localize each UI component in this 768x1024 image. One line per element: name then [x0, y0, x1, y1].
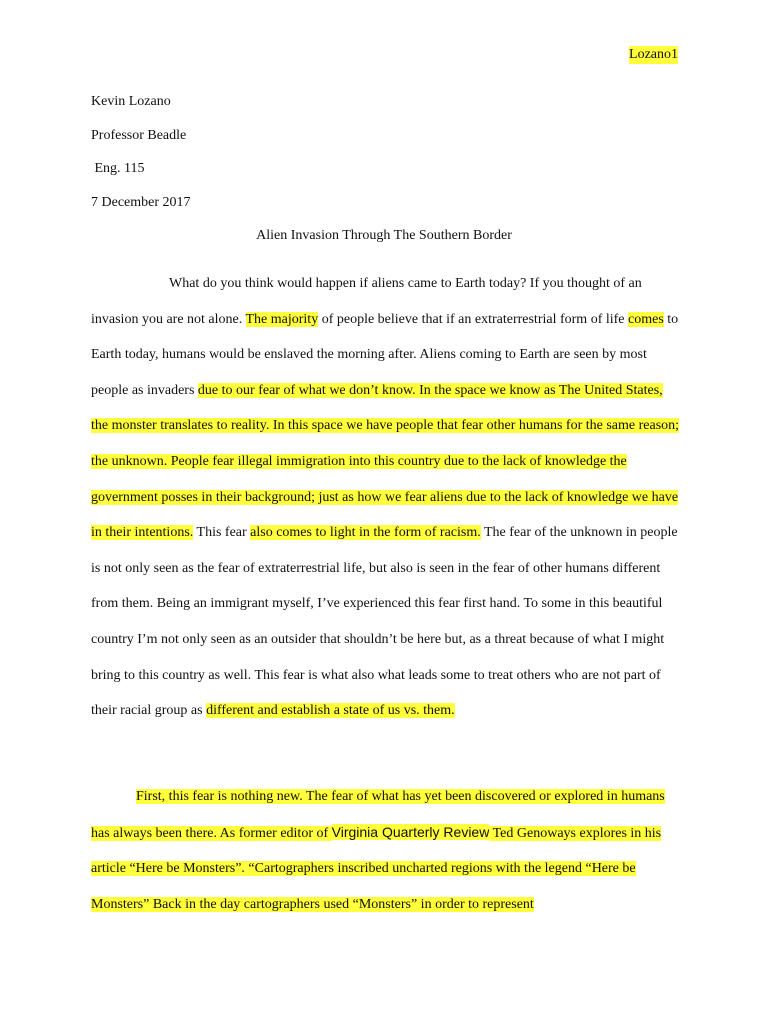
- journal-name: Virginia Quarterly Review: [331, 823, 490, 840]
- text-segment: The fear of the unknown in people is not only seen as the fear of extraterrestrial life, but also is seen in the fear of other humans different from them. Being an immigrant myself, I’ve experienced this fear first hand. To some in this beautiful country I’m not only seen as an outsider that shouldn’t be here but, as a threat because of what I might bring to this country as well. This fear is what also what leads some to treat others who are not part of their racial group as: [91, 525, 678, 719]
- text-segment: This fear: [193, 525, 251, 541]
- page-header-label: Lozano1: [629, 47, 678, 62]
- text-segment: to Earth today, humans would be enslaved the morning after. Aliens coming to Earth are seen by most people as invaders: [91, 311, 679, 398]
- course-name: Eng. 115: [91, 161, 145, 176]
- highlighted-text: different and establish a state of us vs. them.: [206, 703, 455, 719]
- highlighted-text: First, this fear is nothing new. The fear of what has yet been discovered or explored in humans has always been there. As former editor of: [91, 789, 665, 841]
- highlighted-text: due to our fear of what we don’t know. In the space we know as The United States, the monster translates to reality. In this space we have people that fear other humans for the same reason; the unknown. People fear illegal immigration into this country due to the lack of knowledge the government posses in their background; just as how we fear aliens due to the lack of knowledge we have in their intentions.: [91, 382, 680, 541]
- text-segment: What do you think would happen if aliens came to Earth today? If you thought of an invasion you are not alone.: [91, 276, 642, 327]
- essay-title: Alien Invasion Through The Southern Border: [256, 228, 512, 243]
- body-paragraph-1: [91, 266, 683, 729]
- essay-date: 7 December 2017: [91, 194, 191, 210]
- text-segment: of people believe that if an extraterrestrial form of life: [318, 311, 629, 327]
- highlighted-text: Ted Genoways explores in his article “Here be Monsters”. “Cartographers inscribed uncharted regions with the legend “Here be Monsters” Back in the day cartographers used “Monsters” in order to represent: [91, 825, 662, 912]
- mla-heading: [91, 92, 691, 226]
- highlighted-text: comes: [628, 311, 664, 327]
- body-paragraph-2: [91, 779, 683, 922]
- professor-name: Professor Beadle: [91, 127, 187, 143]
- highlighted-text: The majority: [245, 311, 319, 327]
- highlighted-text: also comes to light in the form of racism.: [250, 525, 481, 541]
- author-name: Kevin Lozano: [91, 94, 171, 109]
